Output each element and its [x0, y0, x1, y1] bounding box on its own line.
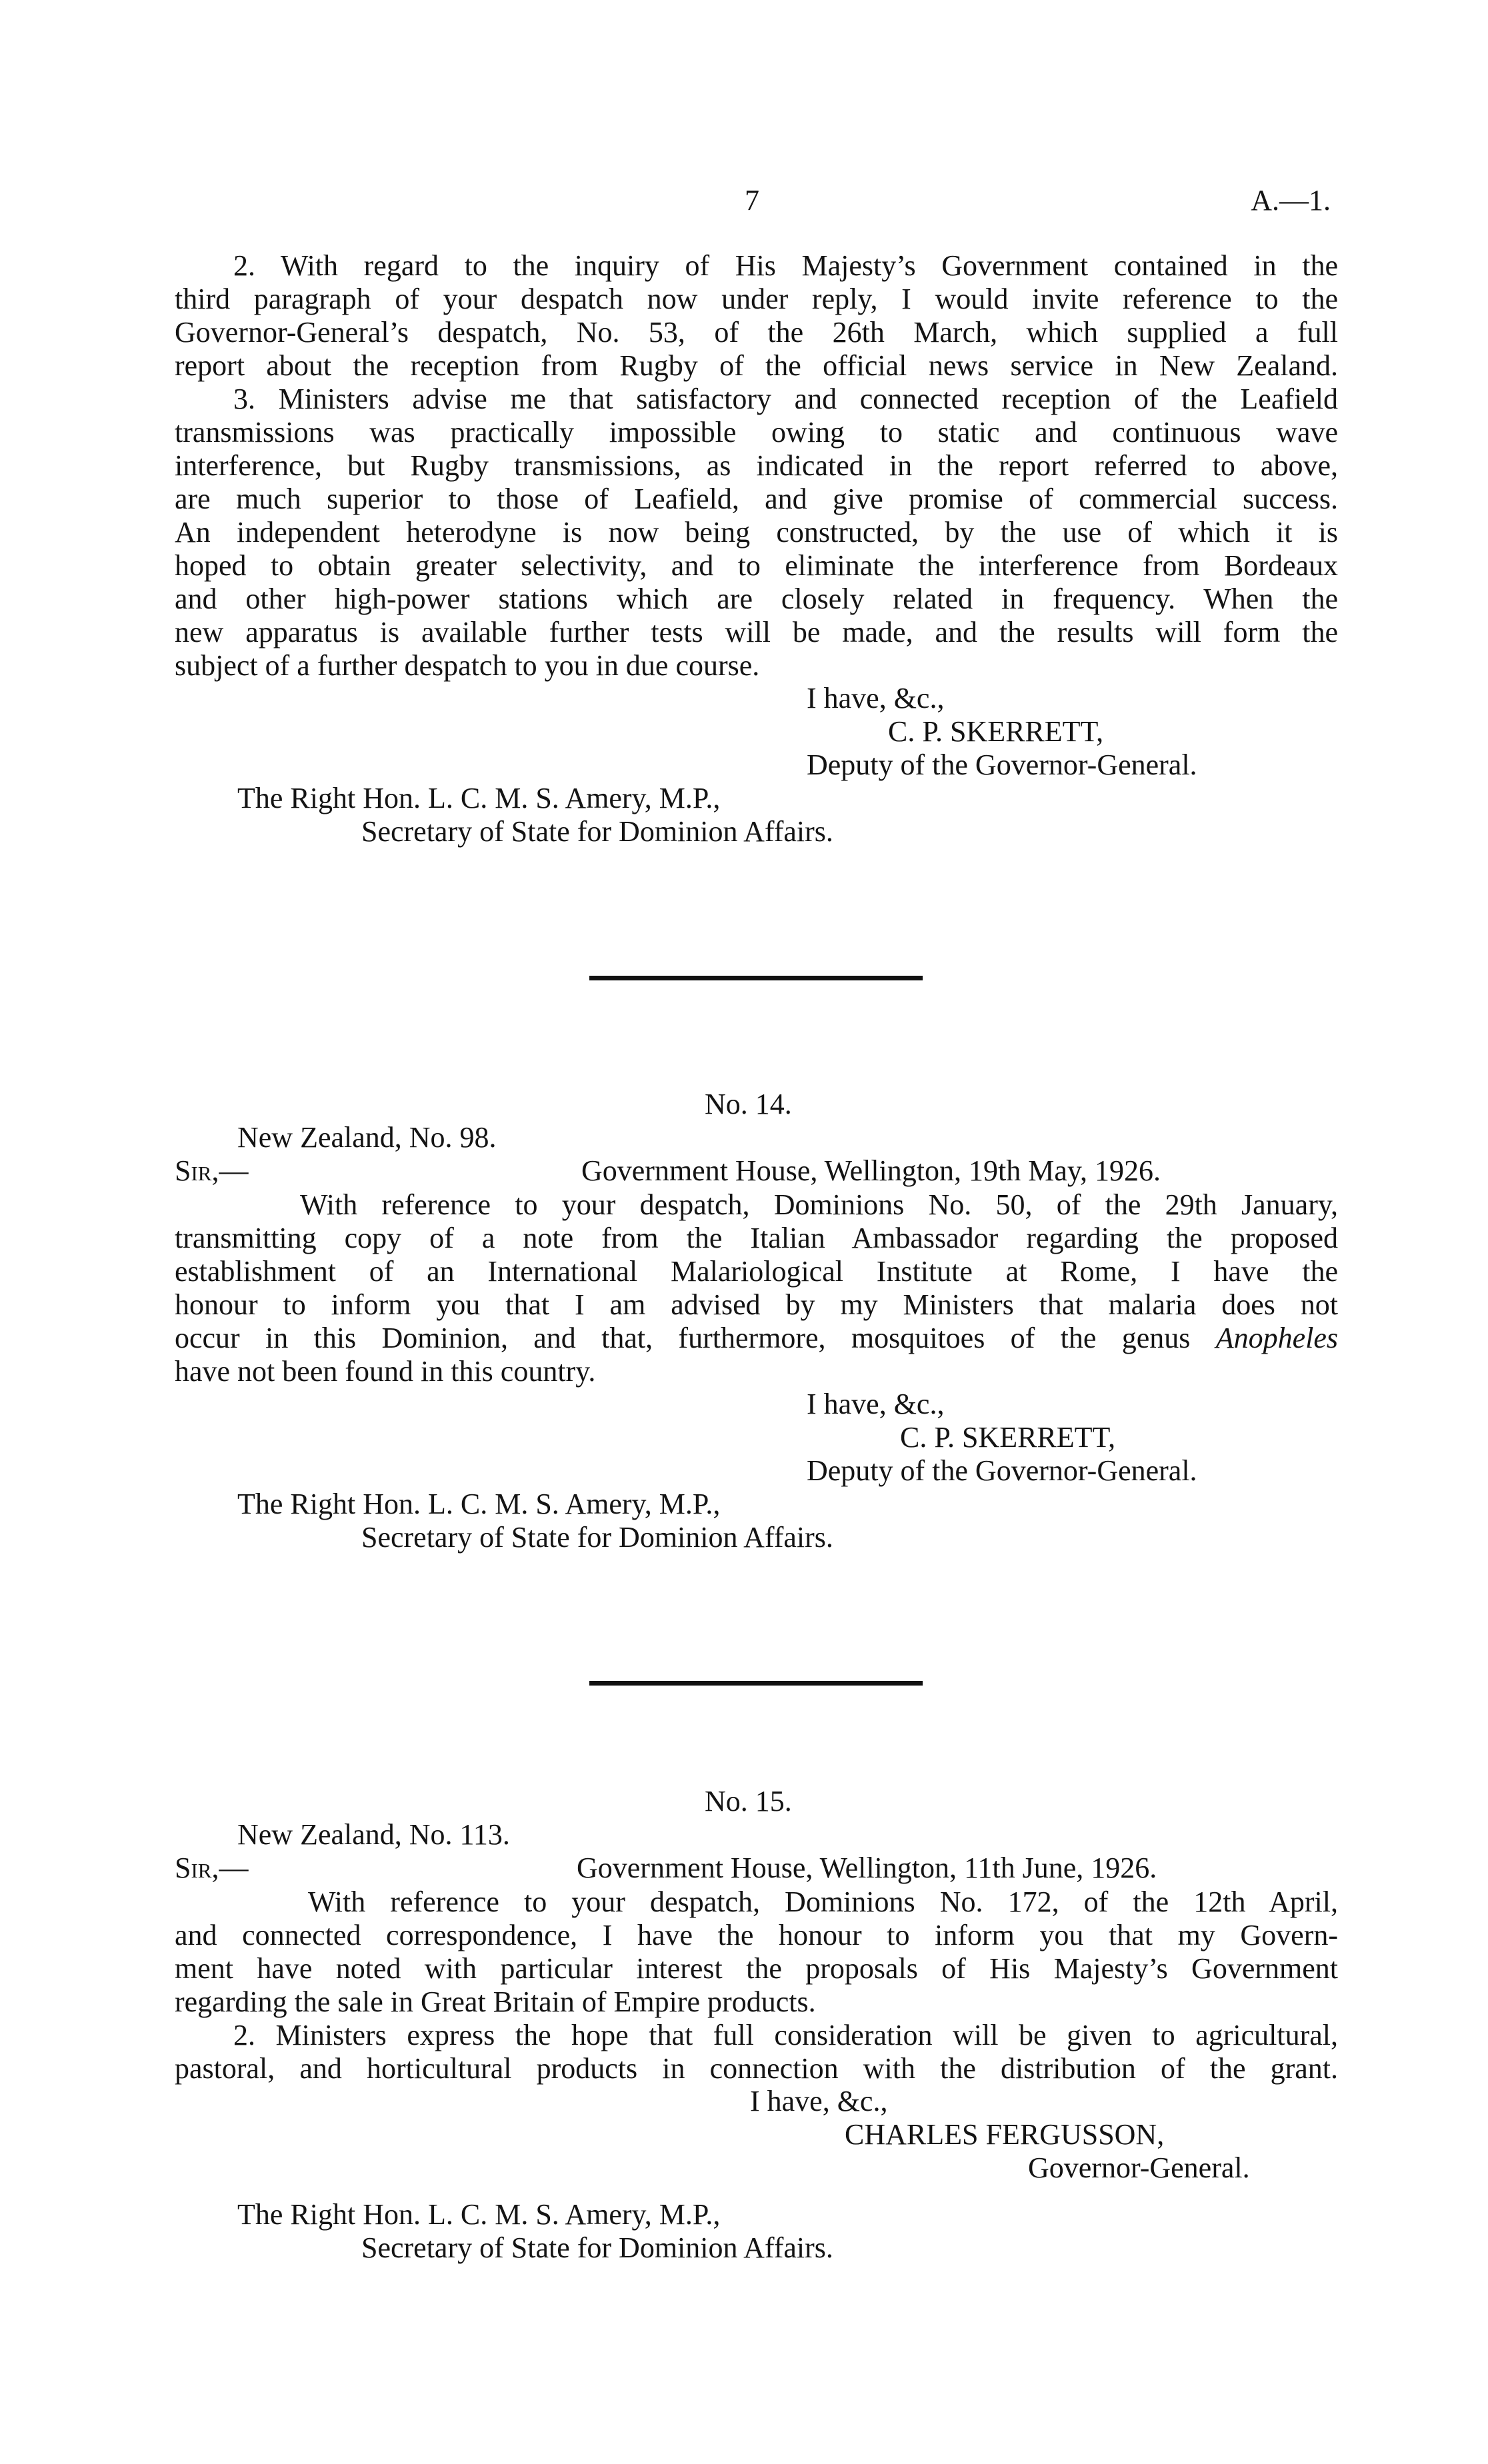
signatory: CHARLES FERGUSSON,	[845, 2118, 1165, 2151]
addressee-title: Secretary of State for Dominion Affairs.	[361, 2231, 833, 2264]
place-date: Government House, Wellington, 19th May, 1926.	[581, 1154, 1161, 1187]
signatory-title: Governor-General.	[1028, 2151, 1250, 2184]
text-line: 2. With regard to the inquiry of His Majesty’s Government contained in the	[233, 249, 1338, 282]
signatory-title: Deputy of the Governor-General.	[807, 1454, 1197, 1487]
text-line: An independent heterodyne is now being constructed, by the use of which it is	[175, 516, 1338, 549]
text-line	[175, 1321, 1338, 1355]
letter-number: No. 15.	[705, 1785, 792, 1818]
section-divider	[589, 1681, 923, 1686]
text-line: have not been found in this country.	[175, 1355, 596, 1388]
addressee-title: Secretary of State for Dominion Affairs.	[361, 1521, 833, 1554]
closing: I have, &c.,	[807, 1388, 945, 1420]
letter-reference: New Zealand, No. 113.	[237, 1818, 510, 1851]
closing: I have, &c.,	[750, 2085, 888, 2117]
signatory-title: Deputy of the Governor-General.	[807, 748, 1197, 781]
text-line: third paragraph of your despatch now under reply, I would invite reference to the	[175, 283, 1338, 315]
italic-genus-name: Anopheles	[1215, 1322, 1338, 1354]
addressee: The Right Hon. L. C. M. S. Amery, M.P.,	[237, 2198, 721, 2231]
text-line: With reference to your despatch, Dominions No. 172, of the 12th April,	[308, 1885, 1338, 1918]
text-line: subject of a further despatch to you in due course.	[175, 649, 760, 682]
text-line: new apparatus is available further tests will be made, and the results will form the	[175, 616, 1338, 648]
text-line: ment have noted with particular interest the proposals of His Majesty’s Government	[175, 1952, 1338, 1985]
addressee-title: Secretary of State for Dominion Affairs.	[361, 815, 833, 848]
text-line: report about the reception from Rugby of the official news service in New Zealand.	[175, 349, 1338, 382]
salutation: Sir,—	[175, 1851, 249, 1884]
page-reference: A.—1.	[1251, 184, 1331, 217]
text-line: Governor-General’s despatch, No. 53, of the 26th March, which supplied a full	[175, 316, 1338, 349]
salutation: Sir,—	[175, 1154, 249, 1187]
text-line: and other high-power stations which are closely related in frequency. When the	[175, 583, 1338, 615]
text-line: 2. Ministers express the hope that full consideration will be given to agricultural,	[233, 2019, 1338, 2051]
text-line: regarding the sale in Great Britain of Empire products.	[175, 1985, 816, 2018]
text-line: With reference to your despatch, Dominions No. 50, of the 29th January,	[300, 1188, 1338, 1221]
signatory: C. P. SKERRETT,	[888, 715, 1104, 748]
text-line: honour to inform you that I am advised by my Ministers that malaria does not	[175, 1288, 1338, 1321]
text-span: occur in this Dominion, and that, furthermore, mosquitoes of the genus	[175, 1322, 1191, 1354]
text-line: transmitting copy of a note from the Italian Ambassador regarding the proposed	[175, 1222, 1338, 1254]
text-line: establishment of an International Malariological Institute at Rome, I have the	[175, 1255, 1338, 1288]
text-line: hoped to obtain greater selectivity, and to eliminate the interference from Bordeaux	[175, 549, 1338, 582]
place-date: Government House, Wellington, 11th June, 1926.	[577, 1851, 1157, 1884]
text-line: transmissions was practically impossible owing to static and continuous wave	[175, 416, 1338, 449]
addressee: The Right Hon. L. C. M. S. Amery, M.P.,	[237, 782, 721, 814]
text-line: interference, but Rugby transmissions, as indicated in the report referred to above,	[175, 449, 1338, 482]
signatory: C. P. SKERRETT,	[900, 1421, 1116, 1454]
page-number: 7	[745, 184, 759, 217]
letter-number: No. 14.	[705, 1088, 792, 1120]
text-line: are much superior to those of Leafield, and give promise of commercial success.	[175, 483, 1338, 515]
letter-reference: New Zealand, No. 98.	[237, 1121, 497, 1154]
text-line: and connected correspondence, I have the honour to inform you that my Govern-	[175, 1919, 1338, 1951]
addressee: The Right Hon. L. C. M. S. Amery, M.P.,	[237, 1488, 721, 1520]
text-line: pastoral, and horticultural products in connection with the distribution of the grant.	[175, 2052, 1338, 2085]
closing: I have, &c.,	[807, 682, 945, 714]
section-divider	[589, 976, 923, 980]
text-line: 3. Ministers advise me that satisfactory and connected reception of the Leafield	[233, 383, 1338, 415]
